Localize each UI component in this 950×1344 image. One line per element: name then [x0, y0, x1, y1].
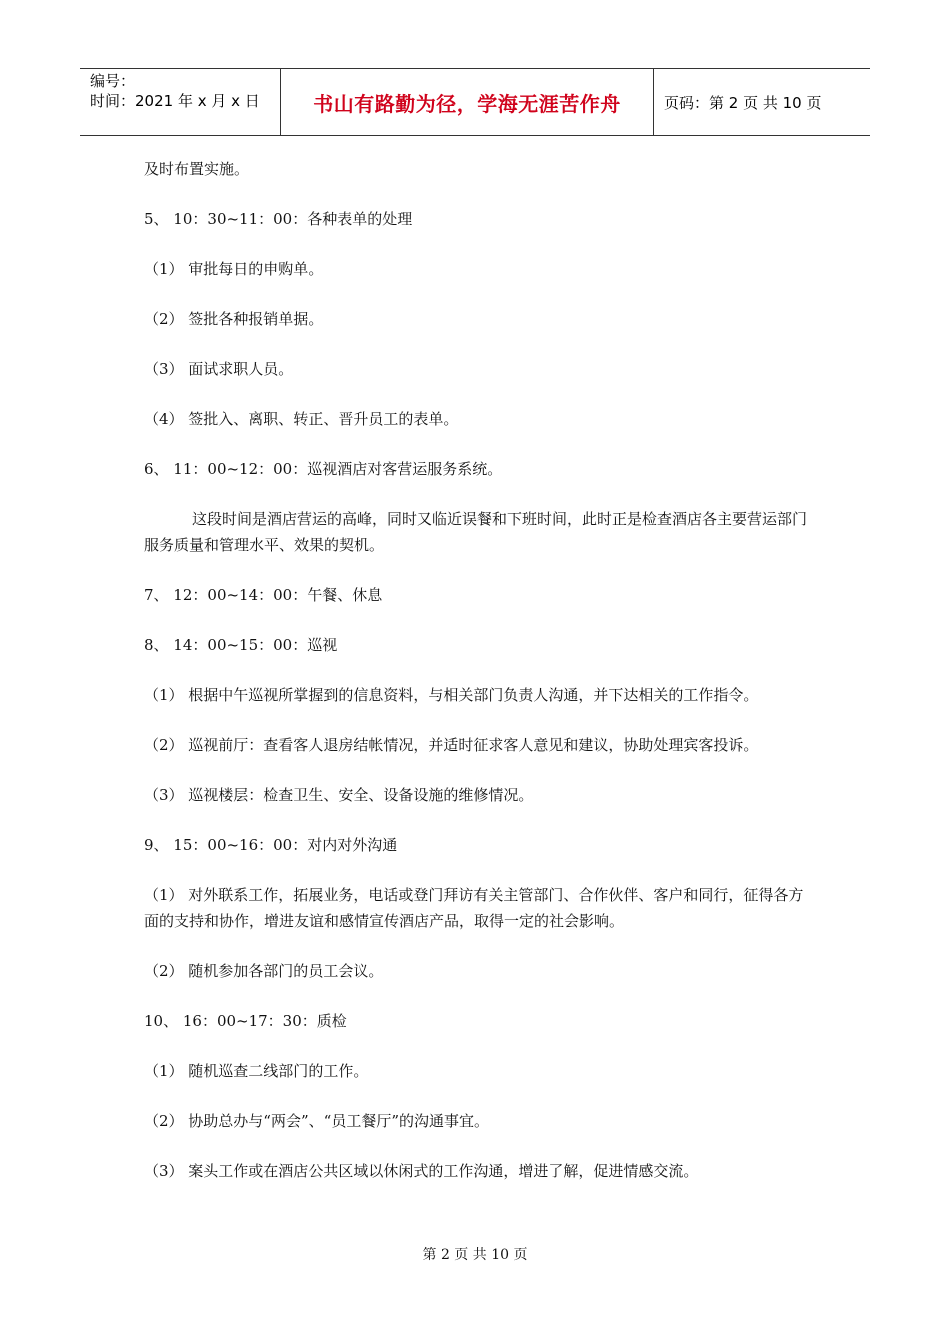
- date-label: 时间：2021 年 x 月 x 日: [90, 92, 260, 110]
- header-motto: 书山有路勤为径，学海无涯苦作舟: [281, 69, 654, 135]
- header-meta: [80, 69, 281, 135]
- section-heading: 8、 14：00~15：00：巡视: [144, 636, 338, 654]
- header-page-code: 页码：第 2 页 共 10 页: [664, 93, 822, 112]
- list-item: （2） 协助总办与“两会”、“员工餐厅”的沟通事宜。: [144, 1112, 489, 1130]
- section-heading: 10、 16：00~17：30：质检: [144, 1012, 347, 1030]
- paragraph: 这段时间是酒店营运的高峰，同时又临近误餐和下班时间，此时正是检查酒店各主要营运部门服务质量和管理水平、效果的契机。: [144, 510, 808, 554]
- list-item: （3） 巡视楼层：检查卫生、安全、设备设施的维修情况。: [144, 786, 534, 804]
- list-item: （3） 案头工作或在酒店公共区域以休闲式的工作沟通，增进了解，促进情感交流。: [144, 1162, 699, 1180]
- list-item: （1） 对外联系工作，拓展业务，电话或登门拜访有关主管部门、合作伙伴、客户和同行，征得各方面的支持和协作，增进友谊和感情宣传酒店产品，取得一定的社会影响。: [144, 886, 804, 930]
- page-footer: 第 2 页 共 10 页: [422, 1247, 528, 1263]
- document-header: [80, 68, 870, 136]
- list-item: （1） 审批每日的申购单。: [144, 260, 324, 278]
- list-item: （1） 根据中午巡视所掌握到的信息资料，与相关部门负责人沟通，并下达相关的工作指令。: [144, 686, 759, 704]
- list-item: （1） 随机巡查二线部门的工作。: [144, 1062, 369, 1080]
- section-heading: 6、 11：00~12：00：巡视酒店对客营运服务系统。: [144, 460, 503, 478]
- list-item: （2） 巡视前厅：查看客人退房结帐情况，并适时征求客人意见和建议，协助处理宾客投诉。: [144, 736, 759, 754]
- section-heading: 7、 12：00~14：00：午餐、休息: [144, 586, 383, 604]
- list-item: （2） 随机参加各部门的员工会议。: [144, 962, 384, 980]
- list-item: （3） 面试求职人员。: [144, 360, 294, 378]
- list-item: （4） 签批入、离职、转正、晋升员工的表单。: [144, 410, 459, 428]
- section-heading: 5、 10：30~11：00：各种表单的处理: [144, 210, 413, 228]
- document-body: [144, 156, 814, 1208]
- number-label: 编号：: [90, 72, 136, 90]
- paragraph: 及时布置实施。: [144, 160, 250, 178]
- list-item: （2） 签批各种报销单据。: [144, 310, 324, 328]
- section-heading: 9、 15：00~16：00：对内对外沟通: [144, 836, 398, 854]
